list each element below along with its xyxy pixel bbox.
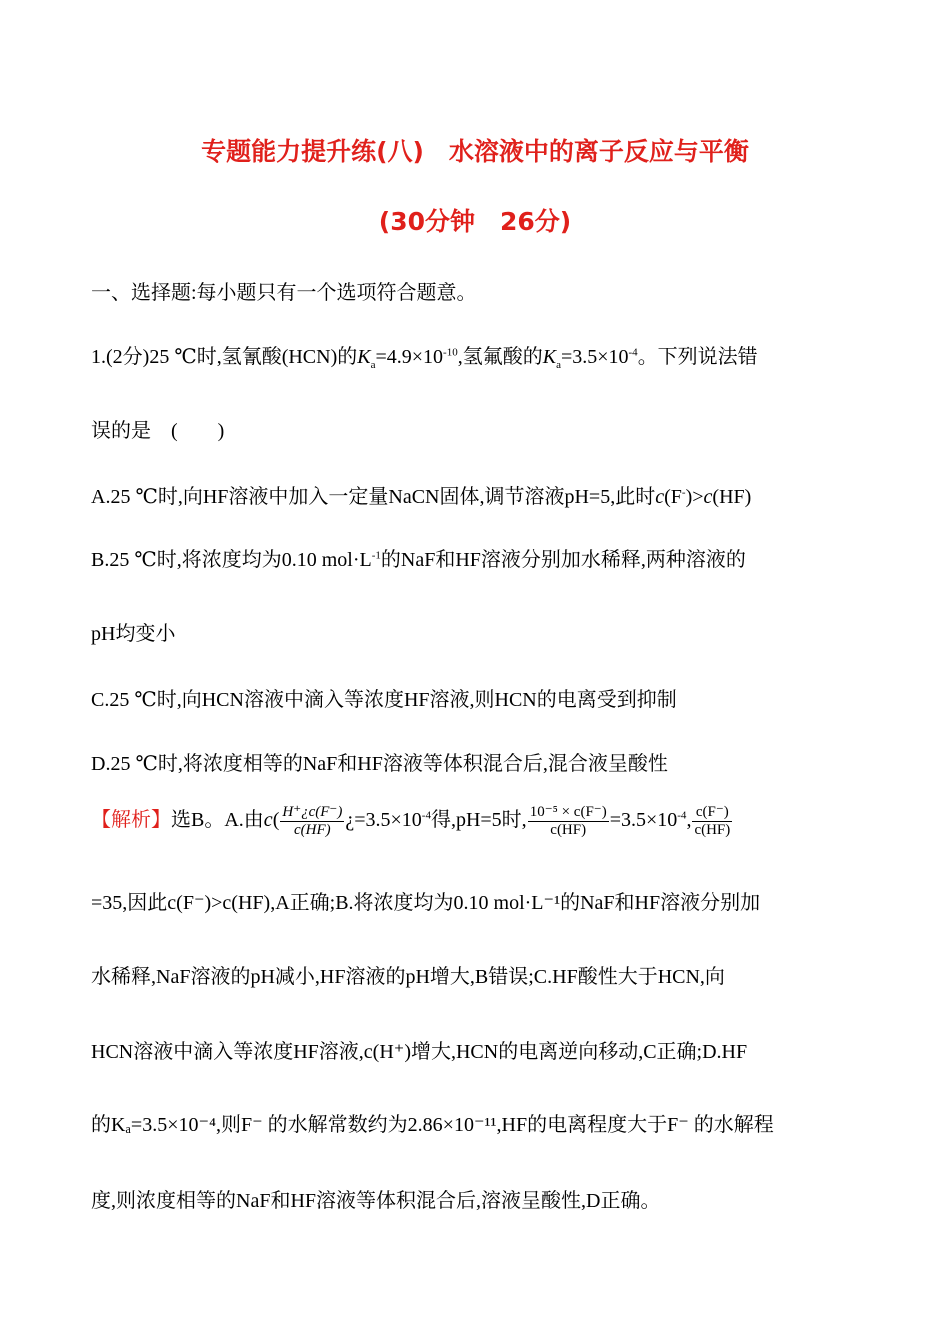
analysis-label: 【解析】 [91, 809, 171, 831]
analysis-line-3: 水稀释,NaF溶液的pH减小,HF溶液的pH增大,B错误;C.HF酸性大于HCN,向 [91, 966, 725, 988]
analysis-line-5: 的Kₐ=3.5×10⁻⁴,则F⁻ 的水解常数约为2.86×10⁻¹¹,HF的电离程度大于F⁻ 的水解程 [91, 1114, 774, 1136]
section-heading: 一、选择题:每小题只有一个选项符合题意。 [91, 282, 477, 304]
question-1-line-2: 误的是 ( ) [91, 420, 225, 442]
option-b-line-1: B.25 ℃时,将浓度均为0.10 $mol\cdot L^{-1}$的NaF和HF溶液分别加水稀释,两种溶液的 [91, 549, 746, 571]
analysis-line-6: 度,则浓度相等的NaF和HF溶液等体积混合后,溶液呈酸性,D正确。 [91, 1190, 661, 1212]
option-b-line-2: pH均变小 [91, 623, 176, 645]
option-c: C.25 ℃时,向HCN溶液中滴入等浓度HF溶液,则HCN的电离受到抑制 [91, 689, 677, 711]
fraction-2: $\frac{\text{10⁻⁵ × c(F⁻)}}{c(HF)}$ [529, 804, 607, 838]
question-1-line-1: 1.(2分)25 ℃时,氢氰酸(HCN)的$K_a=4.9\times 10^{-10}$,氢氟酸的$K_a=3.5\times 10^{-4}$。下列说法错 [91, 346, 758, 371]
page-title: 专题能力提升练(八) 水溶液中的离子反应与平衡 [201, 137, 749, 166]
fraction-1: $\frac{H^+¿c(F^-)}{c(HF)}$ [282, 804, 343, 838]
option-d: D.25 ℃时,将浓度相等的NaF和HF溶液等体积混合后,混合液呈酸性 [91, 753, 668, 775]
fraction-3: $\frac{c(F^-)}{c(HF)}$ [694, 804, 731, 838]
page-subtitle: (30分钟 26分) [378, 207, 572, 236]
analysis-line-4: HCN溶液中滴入等浓度HF溶液,c(H⁺)增大,HCN的电离逆向移动,C正确;D.HF [91, 1041, 748, 1063]
option-a: A.25 ℃时,向HF溶液中加入一定量NaCN固体,调节溶液pH=5,此时c(F-)>c(HF) [91, 486, 752, 508]
analysis-line-1: 【解析】选B。A.由c( $\frac{H^+¿c(F^-)}{c(HF)}$ ¿$=3.5\times 10^{-4}$得,pH=5时, $\frac{\text{10⁻⁵ × c(F⁻)}}{c(HF)}$ $=3.5\times 10^{-4}$, $\frac{c(F^-)}{c(HF)}$ [91, 804, 731, 838]
analysis-line-2: =35,因此c(F⁻)>c(HF),A正确;B.将浓度均为0.10 mol·L⁻¹的NaF和HF溶液分别加 [91, 892, 761, 914]
